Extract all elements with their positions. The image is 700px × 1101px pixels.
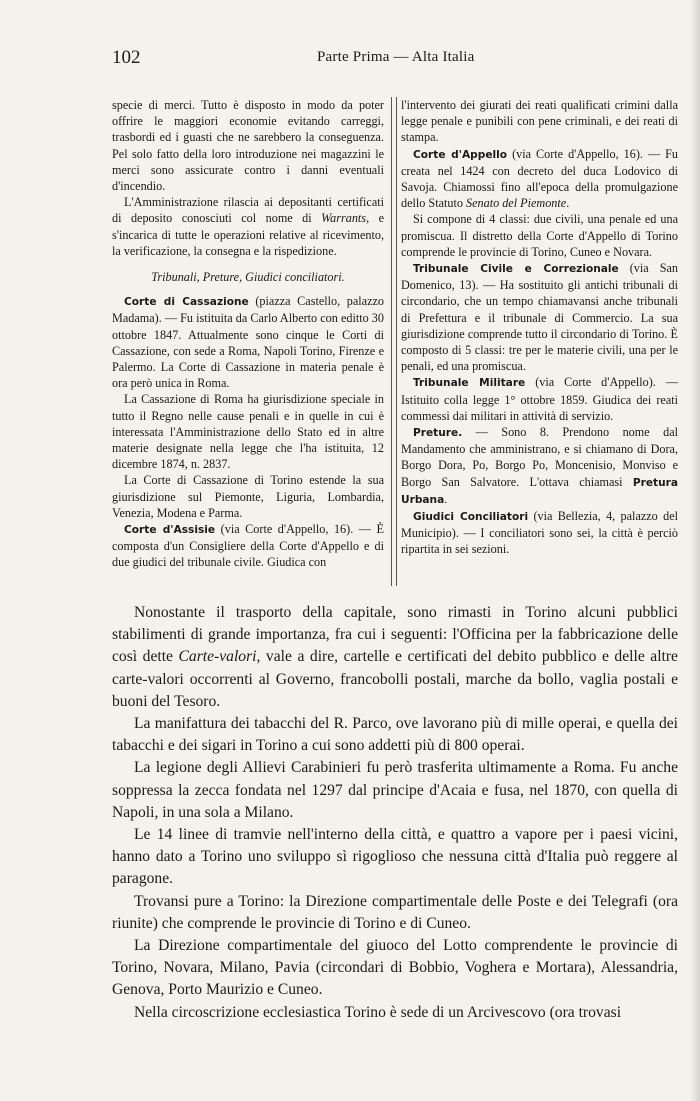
right-column	[401, 97, 678, 558]
running-header	[112, 47, 678, 73]
paragraph: La manifattura dei tabacchi del R. Parco, ove lavorano più di mille operai, e quella dei tabacchi e dei sigari in Torino a cui sono addetti più di 800 operai.	[112, 715, 678, 755]
entry-corte-cassazione: Corte di Cassazione (piazza Castello, palazzo Madama). — Fu istituita da Carlo Alberto con editto 30 ottobre 1847. Attualmente sono cinque le Corti di Cassazione, con sede a Roma, Napoli Torino, Firenze e Palermo. La Corte di Cassazione in materia penale è ora però unica in Roma.	[112, 294, 384, 391]
paragraph: La Direzione compartimentale del giuoco del Lotto comprendente le provincie di Torino, Novara, Milano, Pavia (circondari di Bobbio, Voghera e Mortara), Alessandria, Genova, Porto Maurizio e Cuneo.	[112, 937, 678, 999]
paragraph: l'intervento dei giurati dei reati qualificati crimini dalla legge penale e punibili con pene criminali, e dei reati di stampa.	[401, 98, 678, 145]
paragraph: Nella circoscrizione ecclesiastica Torino è sede di un Arcivescovo (ora trovasi	[134, 1003, 622, 1021]
entry-giudici-conciliatori: Giudici Conciliatori (via Bellezia, 4, palazzo del Municipio). — I conciliatori sono sei, la città è perciò ripartita in sei sezioni.	[401, 509, 679, 557]
column-separator	[391, 97, 397, 586]
main-text	[112, 602, 678, 1024]
paragraph: L'Amministrazione rilascia ai depositanti certificati di deposito conosciuti col nome di Warrants, e s'incarica di tutte le operazioni relative al ricevimento, la verificazione, la consegna e la rispedizione.	[112, 195, 384, 258]
entry-preture: Preture. — Sono 8. Prendono nome dal Mandamento che amministrano, e si chiamano di Dora, Borgo Dora, Po, Borgo Po, Moncenisio, Monviso e Borgo San Salvatore. L'ottava chiamasi Pretura Urbana.	[401, 425, 678, 506]
entry-corte-appello: Corte d'Appello (via Corte d'Appello, 16). — Fu creata nel 1424 con decreto del duca Lodovico di Savoja. Chiamossi fino all'epoca della promulgazione dello Statuto Senato del Piemonte.	[401, 146, 678, 211]
entry-tribunale-civile: Tribunale Civile e Correzionale (via San Domenico, 13). — Ha sostituito gli antichi tribunali di circondario, che un tempo chiamavansi anche tribunali di Prefettura e il tribunale di Commercio. La sua giurisdizione comprende tutto il circondario di Torino. È composto di 5 classi: tre per le materie civili, una per le penali, ed una promiscua.	[401, 261, 678, 374]
section-subheading: Tribunali, Preture, Giudici conciliatori.	[151, 270, 345, 285]
paragraph: La Cassazione di Roma ha giurisdizione speciale in tutto il Regno nelle cause penali e in quelle in cui è interessata l'Amministrazione dello Stato ed in altre materie designate nella legge che l'ha istituita, 12 dicembre 1874, n. 2837.	[112, 392, 384, 472]
paragraph: Trovansi pure a Torino: la Direzione compartimentale delle Poste e dei Telegrafi (ora riunite) che comprende le provincie di Torino e di Cuneo.	[112, 892, 678, 932]
entry-tribunale-militare: Tribunale Militare (via Corte d'Appello). — Istituito colla legge 1° ottobre 1859. Giudica dei reati commessi dai militari in attività di servizio.	[401, 375, 679, 423]
page-edge-shadow	[690, 0, 700, 1101]
paragraph: specie di merci. Tutto è disposto in modo da poter offrire le maggiori economie evitando carreggi, trasbordi ed i guasti che ne sarebbero la conseguenza. Pel solo fatto della loro introduzione nei magazzini le merci sono assicurate contro i danni eventuali d'incendio.	[112, 98, 384, 194]
entry-corte-assisie: Corte d'Assisie (via Corte d'Appello, 16). — È composta d'un Consigliere della Corte d'Appello e di due giudici del tribunale civile. Giudica con	[112, 522, 384, 570]
paragraph: Si compone di 4 classi: due civili, una penale ed una promiscua. Il distretto della Corte d'Appello di Torino comprende le provincie di Torino, Cuneo e Novara.	[401, 212, 678, 259]
paragraph: La Corte di Cassazione di Torino estende la sua giurisdizione sul Piemonte, Liguria, Lombardia, Venezia, Modena e Parma.	[112, 473, 384, 520]
paragraph: Le 14 linee di tramvie nell'interno della città, e quattro a vapore per i paesi vicini, hanno dato a Torino uno sviluppo sì rigoglioso che nessuna città d'Italia può reggere al paragone.	[112, 826, 678, 888]
paragraph: La legione degli Allievi Carabinieri fu però trasferita ultimamente a Roma. Fu anche soppressa la zecca fondata nel 1297 dal principe d'Acaia e fusa, nel 1870, con quella di Napoli, in una sola a Milano.	[112, 759, 678, 821]
paragraph: Nonostante il trasporto della capitale, sono rimasti in Torino alcuni pubblici stabilimenti di grande importanza, fra cui i seguenti: l'Officina per la fabbricazione delle così dette Carte-valori, vale a dire, cartelle e certificati del debito pubblico e delle altre carte-valori occorrenti al Governo, francobolli postali, marche da bollo, vaglia postali e buoni del Tesoro.	[112, 604, 678, 710]
left-column	[112, 97, 384, 571]
page-number: 102	[112, 47, 141, 68]
running-title: Parte Prima — Alta Italia	[317, 49, 475, 65]
